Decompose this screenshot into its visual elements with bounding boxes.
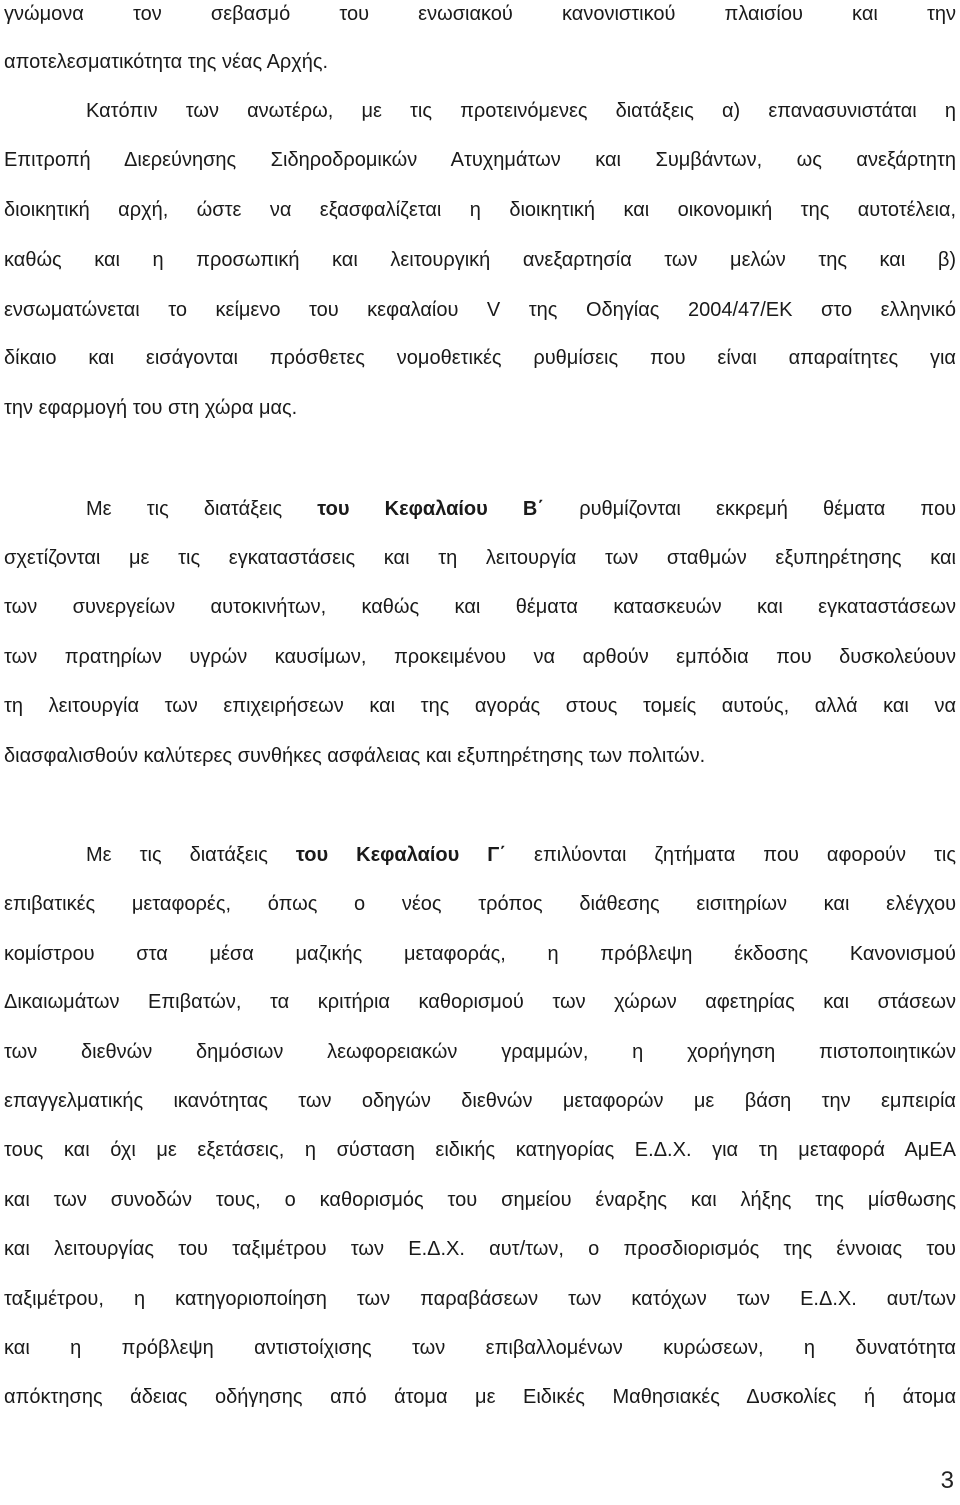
paragraph-first-line	[86, 492, 956, 526]
text-line: την εφαρμογή του στη χώρα μας.	[4, 397, 298, 419]
text-line: κομίστρου στα μέσα μαζικής μεταφοράς, η πρόβλεψη έκδοσης Κανονισμού	[4, 943, 956, 965]
text-line: γνώμονα τον σεβασμό του ενωσιακού κανονιστικού πλαισίου και την	[4, 3, 956, 25]
text-line: ταξιμέτρου, η κατηγοριοποίηση των παραβάσεων των κατόχων των Ε.Δ.Χ. αυτ/των	[4, 1288, 956, 1310]
chapter-reference: του Κεφαλαίου Γ΄	[295, 844, 506, 866]
text-line: επαγγελματικής ικανότητας των οδηγών διεθνών μεταφορών με βάση την εμπειρία	[4, 1090, 956, 1112]
text-line: των πρατηρίων υγρών καυσίμων, προκειμένου να αρθούν εμπόδια που δυσκολεύουν	[4, 646, 956, 668]
text-line: απόκτησης άδειας οδήγησης από άτομα με Ειδικές Μαθησιακές Δυσκολίες ή άτομα	[4, 1386, 956, 1408]
paragraph-first-line: Κατόπιν των ανωτέρω, με τις προτεινόμενες διατάξεις α) επανασυνιστάται η	[86, 100, 956, 122]
text-line: επιβατικές μεταφορές, όπως ο νέος τρόπος διάθεσης εισιτηρίων και ελέγχου	[4, 893, 956, 915]
text-line: Δικαιωμάτων Επιβατών, τα κριτήρια καθορισμού των χώρων αφετηρίας και στάσεων	[4, 991, 956, 1013]
text-line: και η πρόβλεψη αντιστοίχισης των επιβαλλομένων κυρώσεων, η δυνατότητα	[4, 1337, 956, 1359]
text-line: τους και όχι με εξετάσεις, η σύσταση ειδικής κατηγορίας Ε.Δ.Χ. για τη μεταφορά ΑμΕΑ	[4, 1139, 956, 1161]
text-line: των συνεργείων αυτοκινήτων, καθώς και θέματα κατασκευών και εγκαταστάσεων	[4, 596, 956, 618]
text-line: καθώς και η προσωπική και λειτουργική ανεξαρτησία των μελών της και β)	[4, 249, 956, 271]
text-run: ρυθμίζονται εκκρεμή θέματα που	[544, 498, 956, 520]
text-line: ενσωματώνεται το κείμενο του κεφαλαίου V της Οδηγίας 2004/47/ΕΚ στο ελληνικό	[4, 299, 956, 321]
text-line: και των συνοδών τους, ο καθορισμός του σημείου έναρξης και λήξης της μίσθωσης	[4, 1189, 956, 1211]
text-line: τη λειτουργία των επιχειρήσεων και της αγοράς στους τομείς αυτούς, αλλά και να	[4, 695, 956, 717]
text-line: διασφαλισθούν καλύτερες συνθήκες ασφάλειας και εξυπηρέτησης των πολιτών.	[4, 745, 706, 767]
text-run: Με τις διατάξεις	[86, 498, 318, 520]
text-run: επιλύονται ζητήματα που αφορούν τις	[506, 844, 956, 866]
text-run: Με τις διατάξεις	[86, 844, 296, 866]
page-number: 3	[940, 1467, 954, 1494]
text-line: δίκαιο και εισάγονται πρόσθετες νομοθετικές ρυθμίσεις που είναι απαραίτητες για	[4, 347, 956, 369]
text-line: διοικητική αρχή, ώστε να εξασφαλίζεται η διοικητική και οικονομική της αυτοτέλεια,	[4, 199, 956, 221]
paragraph-first-line	[86, 838, 956, 872]
text-line: Επιτροπή Διερεύνησης Σιδηροδρομικών Ατυχημάτων και Συμβάντων, ως ανεξάρτητη	[4, 149, 956, 171]
text-line: των διεθνών δημόσιων λεωφορειακών γραμμών, η χορήγηση πιστοποιητικών	[4, 1041, 956, 1063]
chapter-reference: του Κεφαλαίου Β΄	[317, 498, 545, 520]
text-line: αποτελεσματικότητα της νέας Αρχής.	[4, 51, 329, 73]
text-line: και λειτουργίας του ταξιμέτρου των Ε.Δ.Χ. αυτ/των, ο προσδιορισμός της έννοιας του	[4, 1238, 956, 1260]
text-line: σχετίζονται με τις εγκαταστάσεις και τη λειτουργία των σταθμών εξυπηρέτησης και	[4, 547, 956, 569]
